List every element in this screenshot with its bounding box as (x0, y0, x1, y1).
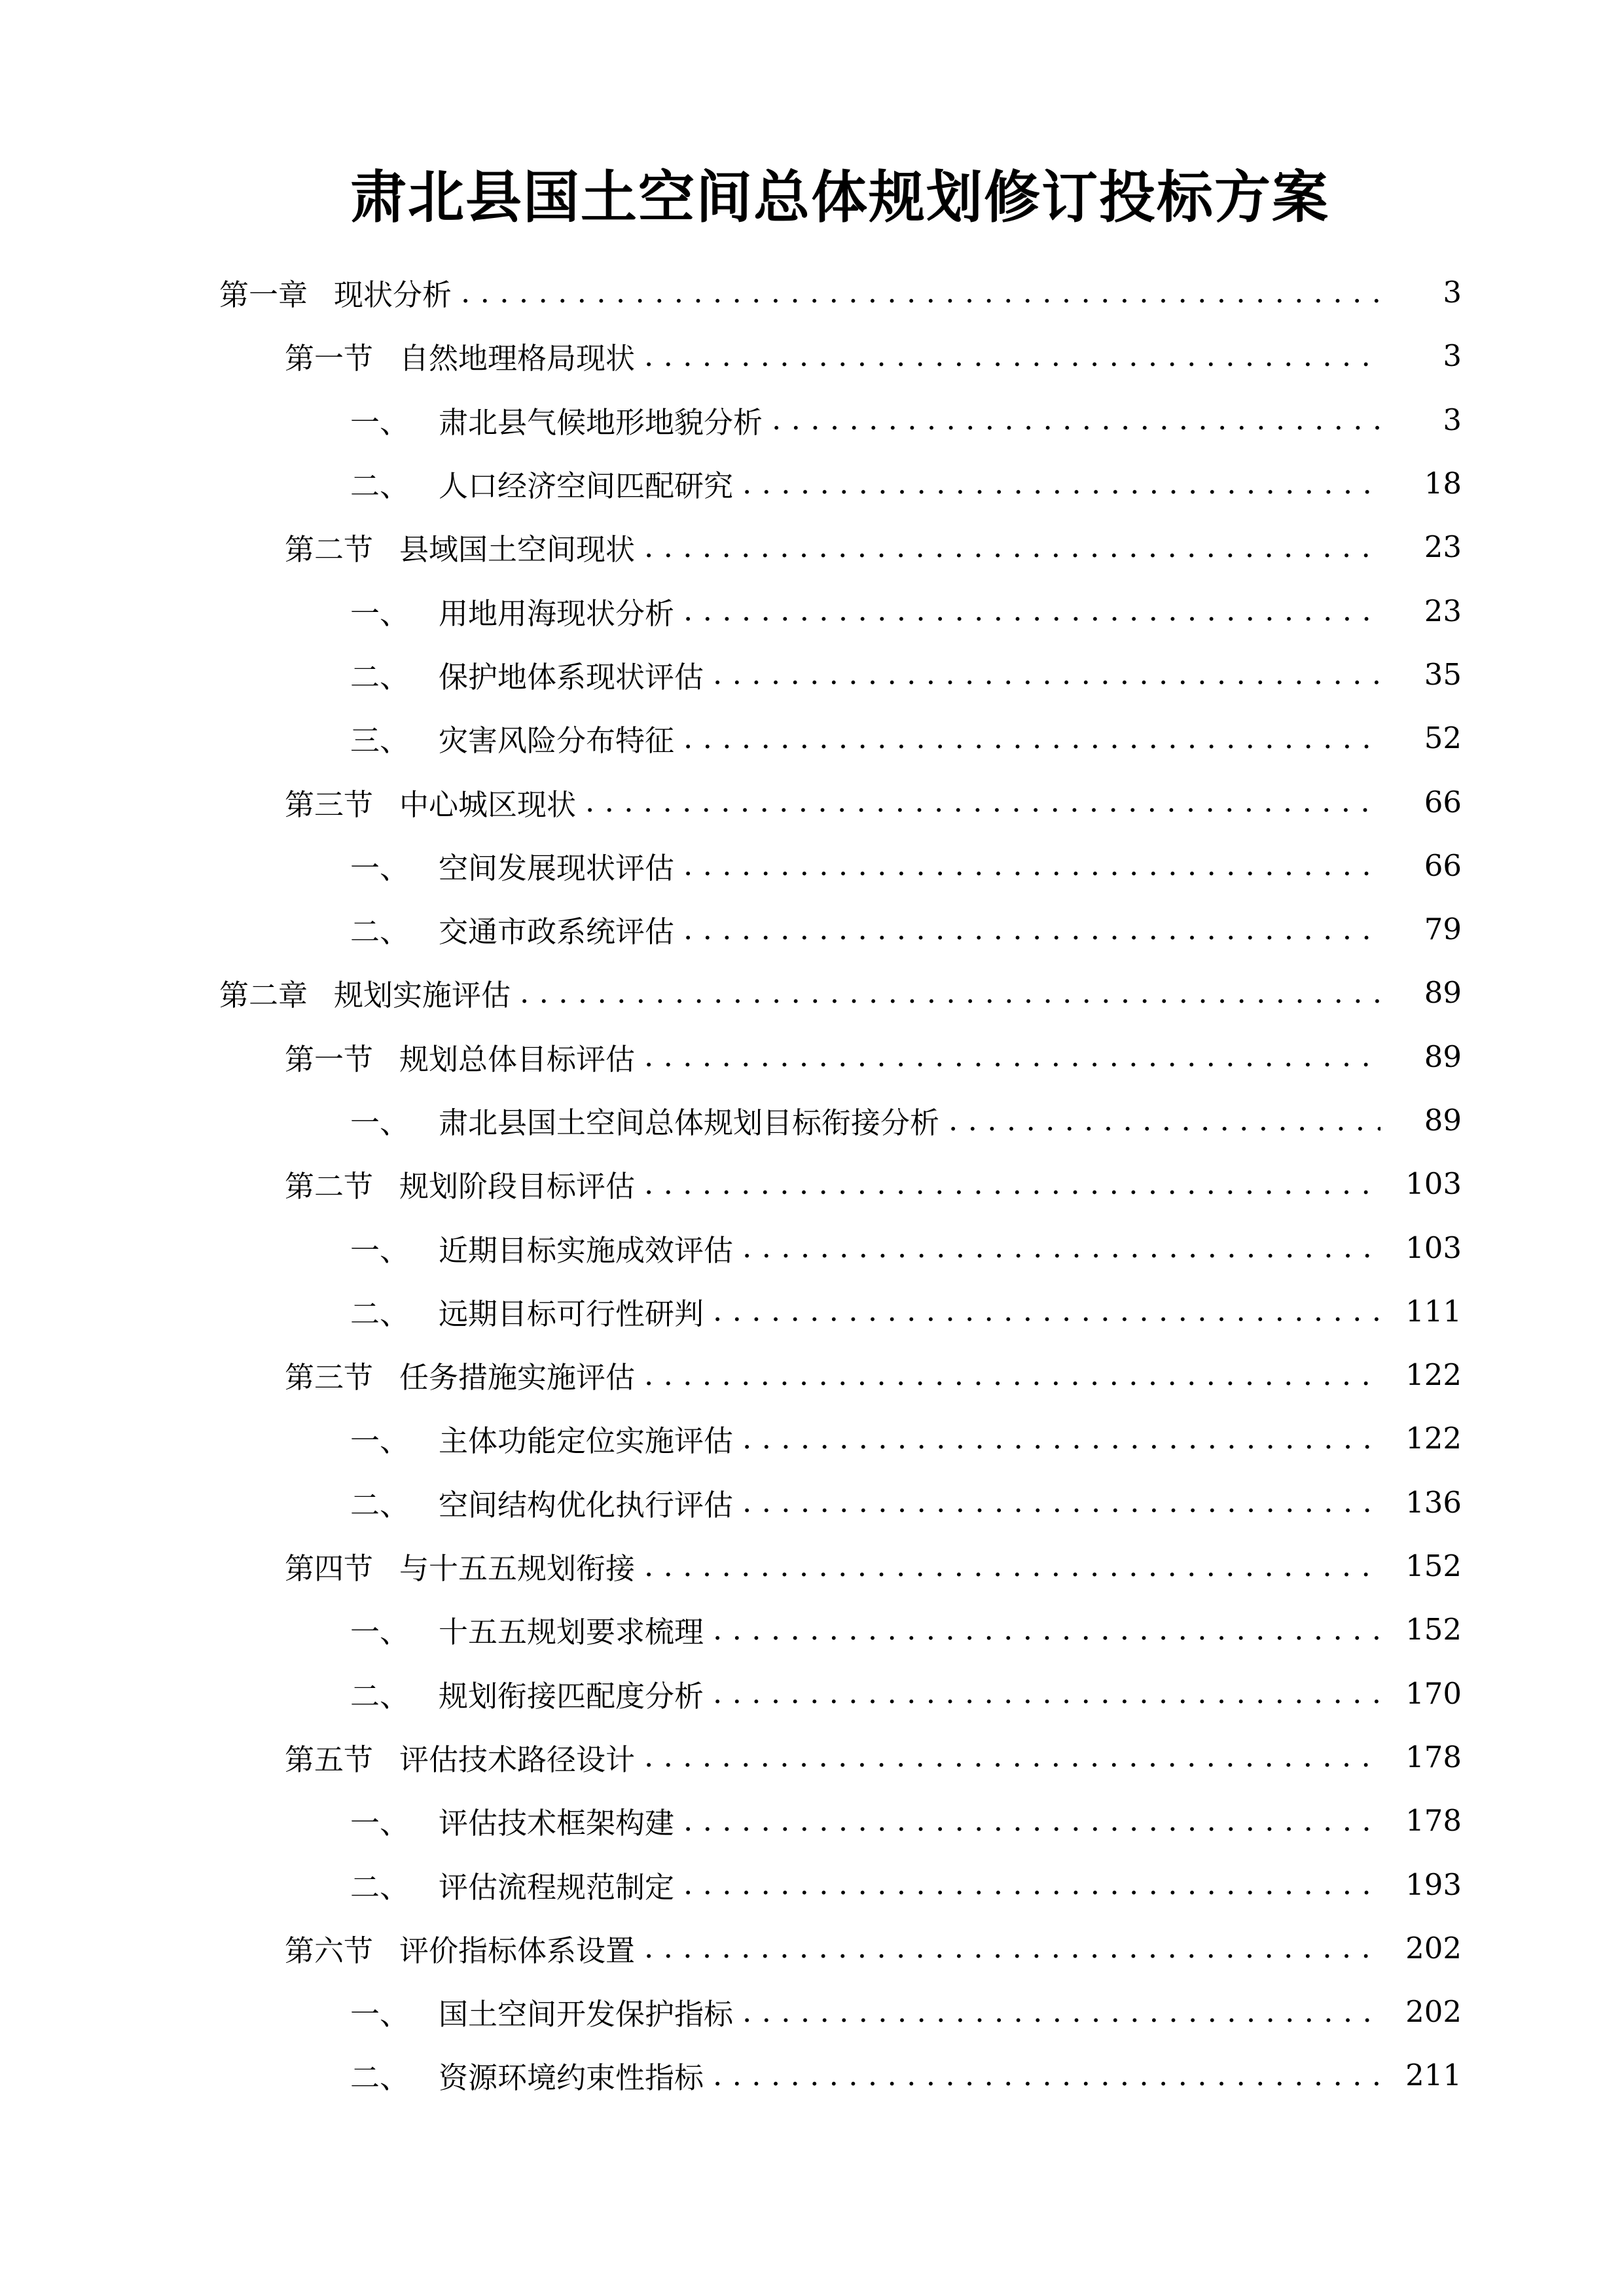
toc-entry-number: 二、 (350, 1869, 410, 1905)
toc-dot-leader (644, 528, 1380, 567)
toc-entry-title: 与十五五规划衔接 (399, 1551, 636, 1587)
toc-entry-label (285, 526, 635, 568)
toc-dot-leader (742, 1992, 1380, 2032)
toc-entry-title: 评估技术框架构建 (439, 1806, 675, 1841)
toc-section-entry[interactable] (0, 1343, 1624, 1407)
toc-entry-label (285, 1736, 635, 1778)
toc-section-entry[interactable] (0, 1152, 1624, 1215)
toc-entry-label (219, 971, 511, 1014)
toc-dot-leader (644, 1547, 1380, 1586)
toc-entry-number: 一、 (350, 1997, 410, 2032)
toc-page-number: 79 (1424, 912, 1462, 947)
toc-entry-number: 一、 (350, 596, 410, 631)
toc-section-entry[interactable] (0, 515, 1624, 579)
toc-entry-title: 空间结构优化执行评估 (439, 1487, 734, 1522)
toc-entry-title: 规划总体目标评估 (399, 1041, 636, 1077)
toc-page-number: 170 (1405, 1676, 1462, 1711)
toc-entry-number: 二、 (350, 914, 410, 950)
toc-page-number: 52 (1424, 721, 1462, 756)
toc-page-number: 35 (1424, 656, 1462, 692)
toc-entry-label (350, 462, 733, 505)
toc-page-number: 152 (1405, 1549, 1462, 1584)
toc-entry-label (285, 1035, 635, 1078)
toc-entry-number: 一、 (350, 1424, 410, 1459)
toc-entry-title: 资源环境约束性指标 (439, 2060, 704, 2096)
toc-entry-number: 第三节 (285, 1360, 374, 1395)
toc-page-number: 3 (1443, 275, 1462, 310)
toc-dot-leader (644, 1037, 1380, 1076)
toc-page-number: 211 (1405, 2058, 1462, 2093)
toc-subsection-entry[interactable] (0, 579, 1624, 642)
toc-entry-number: 第一节 (285, 1041, 374, 1077)
toc-entry-number: 二、 (350, 469, 410, 504)
toc-entry-title: 县域国土空间现状 (399, 532, 636, 567)
toc-entry-label (285, 1927, 635, 1969)
toc-dot-leader (644, 1355, 1380, 1395)
toc-page-number: 66 (1424, 784, 1462, 819)
toc-dot-leader (461, 273, 1380, 312)
toc-entry-number: 一、 (350, 1105, 410, 1140)
toc-entry-number: 二、 (350, 659, 410, 694)
toc-page-number: 89 (1424, 975, 1462, 1011)
toc-entry-label (350, 1608, 704, 1651)
toc-page-number: 89 (1424, 1103, 1462, 1138)
toc-page-number: 18 (1424, 466, 1462, 501)
toc-dot-leader (742, 1419, 1380, 1458)
toc-subsection-entry[interactable] (0, 452, 1624, 515)
toc-entry-title: 国土空间开发保护指标 (439, 1997, 734, 2032)
toc-entry-title: 近期目标实施成效评估 (439, 1232, 734, 1268)
toc-entry-label (350, 1672, 704, 1715)
toc-page-number: 152 (1405, 1612, 1462, 1647)
toc-dot-leader (683, 1801, 1380, 1840)
toc-entry-title: 自然地理格局现状 (399, 341, 636, 376)
toc-subsection-entry[interactable] (0, 1280, 1624, 1343)
toc-dot-leader (742, 464, 1380, 503)
toc-entry-title: 规划阶段目标评估 (399, 1169, 636, 1204)
toc-entry-label (350, 1481, 733, 1524)
toc-dot-leader (713, 1674, 1380, 1713)
toc-page-number: 178 (1405, 1739, 1462, 1774)
toc-dot-leader (713, 1610, 1380, 1649)
toc-dot-leader (644, 1737, 1380, 1776)
toc-entry-number: 第五节 (285, 1742, 374, 1777)
toc-dot-leader (948, 1101, 1380, 1140)
toc-subsection-entry[interactable] (0, 388, 1624, 452)
toc-dot-leader (644, 1164, 1380, 1204)
toc-subsection-entry[interactable] (0, 1789, 1624, 1852)
toc-entry-title: 远期目标可行性研判 (439, 1296, 704, 1331)
toc-entry-title: 空间发展现状评估 (439, 850, 675, 886)
toc-entry-number: 二、 (350, 1296, 410, 1331)
toc-page-number: 3 (1443, 338, 1462, 374)
toc-entry-number: 二、 (350, 2060, 410, 2096)
toc-entry-number: 第六节 (285, 1933, 374, 1968)
toc-entry-label (350, 908, 674, 950)
toc-entry-label (350, 2054, 704, 2096)
toc-dot-leader (713, 2056, 1380, 2095)
toc-subsection-entry[interactable] (0, 1088, 1624, 1152)
table-of-contents (0, 260, 1624, 2108)
toc-dot-leader (683, 591, 1380, 630)
toc-entry-label (350, 717, 674, 759)
toc-subsection-entry[interactable] (0, 643, 1624, 706)
toc-entry-title: 十五五规划要求梳理 (439, 1615, 704, 1650)
toc-dot-leader (772, 400, 1380, 439)
toc-entry-number: 三、 (350, 723, 410, 759)
toc-entry-number: 一、 (350, 1806, 410, 1841)
toc-dot-leader (644, 1928, 1380, 1967)
toc-section-entry[interactable] (0, 770, 1624, 833)
toc-entry-label (350, 1417, 733, 1460)
toc-entry-label (285, 1162, 635, 1205)
toc-entry-title: 主体功能定位实施评估 (439, 1424, 734, 1459)
toc-entry-title: 中心城区现状 (399, 787, 577, 822)
toc-page-number: 193 (1405, 1867, 1462, 1902)
toc-entry-title: 规划实施评估 (334, 978, 511, 1013)
toc-entry-title: 灾害风险分布特征 (439, 723, 675, 759)
toc-entry-label (285, 334, 635, 377)
toc-entry-number: 一、 (350, 404, 410, 440)
toc-subsection-entry[interactable] (0, 1662, 1624, 1725)
toc-entry-label (285, 1545, 635, 1587)
toc-entry-number: 一、 (350, 850, 410, 886)
toc-page-number: 3 (1443, 402, 1462, 437)
toc-entry-number: 第一章 (219, 278, 308, 313)
toc-page-number: 103 (1405, 1230, 1462, 1265)
toc-page-number: 122 (1405, 1357, 1462, 1393)
toc-dot-leader (683, 719, 1380, 758)
toc-subsection-entry[interactable] (0, 897, 1624, 961)
toc-entry-label (350, 1863, 674, 1906)
toc-entry-title: 任务措施实施评估 (399, 1360, 636, 1395)
toc-entry-title: 肃北县气候地形地貌分析 (439, 404, 763, 440)
toc-dot-leader (742, 1228, 1380, 1267)
toc-page-number: 111 (1405, 1293, 1462, 1329)
toc-entry-label (350, 1290, 704, 1333)
toc-entry-title: 人口经济空间匹配研究 (439, 469, 734, 504)
toc-chapter-entry[interactable] (0, 260, 1624, 324)
toc-entry-title: 评估技术路径设计 (399, 1742, 636, 1777)
toc-subsection-entry[interactable] (0, 1598, 1624, 1661)
toc-entry-title: 评估流程规范制定 (439, 1869, 675, 1905)
toc-page-number: 202 (1405, 1994, 1462, 2030)
toc-entry-label (350, 399, 763, 441)
toc-dot-leader (742, 1482, 1380, 1522)
toc-section-entry[interactable] (0, 1025, 1624, 1088)
toc-page-number: 103 (1405, 1166, 1462, 1202)
toc-dot-leader (713, 1291, 1380, 1331)
toc-entry-title: 用地用海现状分析 (439, 596, 675, 631)
toc-page-number: 202 (1405, 1930, 1462, 1965)
toc-entry-number: 第二节 (285, 532, 374, 567)
toc-entry-title: 现状分析 (334, 278, 452, 313)
toc-dot-leader (644, 336, 1380, 376)
toc-entry-label (350, 1099, 939, 1141)
toc-entry-label (285, 781, 576, 823)
toc-page-number: 136 (1405, 1484, 1462, 1520)
toc-chapter-entry[interactable] (0, 961, 1624, 1024)
toc-subsection-entry[interactable] (0, 834, 1624, 897)
toc-entry-label (350, 844, 674, 887)
toc-entry-label (219, 271, 452, 314)
toc-subsection-entry[interactable] (0, 2043, 1624, 2107)
toc-entry-number: 第二节 (285, 1169, 374, 1204)
toc-subsection-entry[interactable] (0, 1471, 1624, 1534)
toc-entry-number: 第二章 (219, 978, 308, 1013)
toc-subsection-entry[interactable] (0, 1980, 1624, 2043)
document-title: 肃北县国土空间总体规划修订投标方案 (350, 165, 1329, 230)
toc-page-number: 23 (1424, 593, 1462, 628)
toc-entry-number: 二、 (350, 1487, 410, 1522)
toc-entry-title: 保护地体系现状评估 (439, 659, 704, 694)
toc-subsection-entry[interactable] (0, 1852, 1624, 1916)
toc-page-number: 66 (1424, 848, 1462, 883)
toc-entry-title: 规划衔接匹配度分析 (439, 1678, 704, 1713)
toc-page-number: 178 (1405, 1803, 1462, 1839)
toc-page-number: 89 (1424, 1039, 1462, 1074)
toc-dot-leader (585, 782, 1380, 821)
toc-dot-leader (683, 1865, 1380, 1904)
toc-entry-number: 第四节 (285, 1551, 374, 1587)
toc-entry-number: 一、 (350, 1615, 410, 1650)
toc-section-entry[interactable] (0, 1916, 1624, 1980)
toc-section-entry[interactable] (0, 1534, 1624, 1598)
toc-page-number: 122 (1405, 1421, 1462, 1456)
toc-entry-label (285, 1354, 635, 1396)
toc-entry-number: 二、 (350, 1678, 410, 1713)
toc-subsection-entry[interactable] (0, 1407, 1624, 1470)
toc-dot-leader (683, 910, 1380, 949)
toc-entry-title: 评价指标体系设置 (399, 1933, 636, 1968)
toc-entry-label (350, 1227, 733, 1269)
toc-page-number: 23 (1424, 529, 1462, 565)
toc-section-entry[interactable] (0, 1725, 1624, 1789)
toc-entry-title: 交通市政系统评估 (439, 914, 675, 950)
toc-entry-label (350, 1799, 674, 1842)
toc-subsection-entry[interactable] (0, 1215, 1624, 1279)
toc-section-entry[interactable] (0, 324, 1624, 387)
toc-entry-label (350, 590, 674, 632)
toc-entry-number: 一、 (350, 1232, 410, 1268)
toc-entry-label (350, 653, 704, 696)
toc-subsection-entry[interactable] (0, 706, 1624, 770)
toc-entry-label (350, 1990, 733, 2033)
toc-dot-leader (683, 846, 1380, 885)
toc-entry-number: 第一节 (285, 341, 374, 376)
toc-entry-number: 第三节 (285, 787, 374, 822)
toc-dot-leader (713, 655, 1380, 694)
toc-dot-leader (520, 973, 1380, 1013)
toc-entry-title: 肃北县国土空间总体规划目标衔接分析 (439, 1105, 940, 1140)
